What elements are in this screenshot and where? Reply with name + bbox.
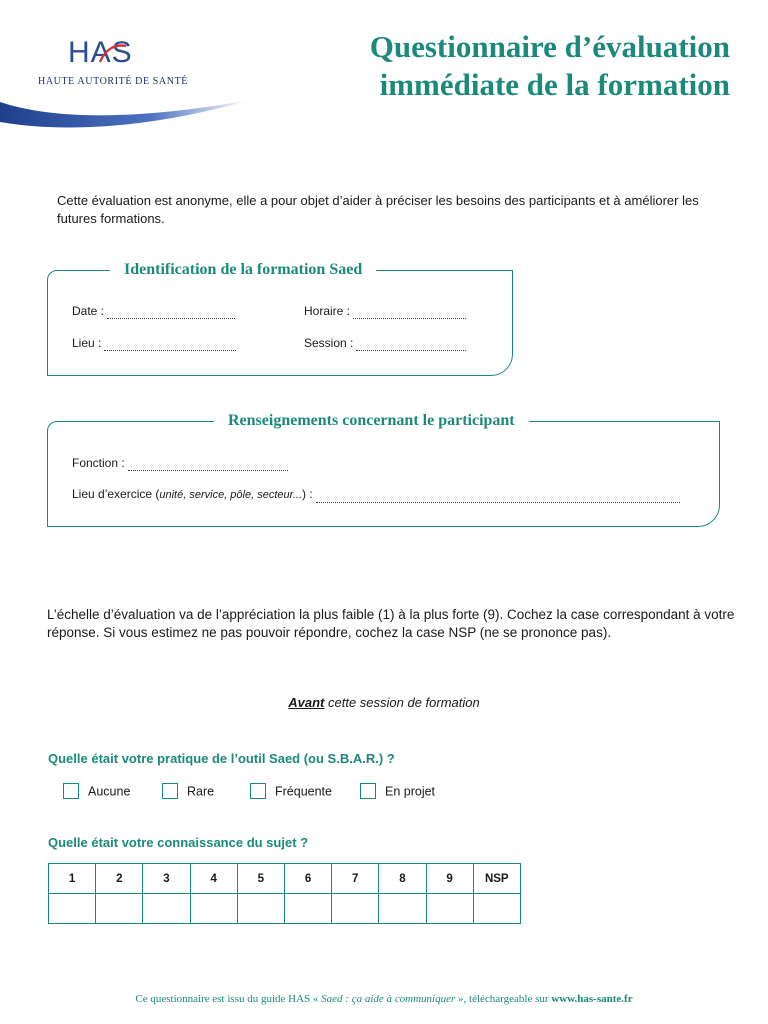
scale-header-cell: 4 bbox=[190, 864, 237, 894]
footer-note bbox=[0, 993, 768, 1005]
lieu-exercice-field[interactable] bbox=[72, 486, 680, 503]
session-label: Session : bbox=[304, 336, 354, 350]
scale-header-cell: 9 bbox=[426, 864, 473, 894]
section-heading bbox=[0, 695, 768, 710]
section-heading-emphasis: Avant bbox=[288, 695, 325, 710]
scale-header-cell: 6 bbox=[284, 864, 331, 894]
logo-mark: HAS bbox=[68, 36, 133, 69]
scale-header-cell: 2 bbox=[96, 864, 143, 894]
date-blank[interactable] bbox=[107, 306, 235, 319]
checkbox-frequente[interactable] bbox=[250, 783, 266, 799]
option-en-projet-label: En projet bbox=[385, 784, 436, 799]
date-field[interactable] bbox=[72, 303, 235, 319]
document-title bbox=[290, 28, 730, 104]
session-blank[interactable] bbox=[356, 338, 466, 351]
identification-title: Identification de la formation Saed bbox=[110, 260, 376, 280]
logo-accent-icon bbox=[96, 40, 130, 66]
participant-section bbox=[47, 412, 720, 527]
identification-section bbox=[47, 261, 513, 376]
intro-text: Cette évaluation est anonyme, elle a pour objet d’aider à préciser les besoins des participants et à améliorer les futures formations. bbox=[57, 193, 699, 226]
lieu-label: Lieu : bbox=[72, 336, 102, 350]
scale-header-cell: 5 bbox=[237, 864, 284, 894]
scale-answer-cell-4[interactable] bbox=[190, 894, 237, 924]
header-swoosh-icon bbox=[0, 92, 260, 134]
scale-answer-cell-2[interactable] bbox=[96, 894, 143, 924]
fonction-label: Fonction : bbox=[72, 456, 125, 470]
scale-header-cell: 3 bbox=[143, 864, 190, 894]
scale-answer-cell-6[interactable] bbox=[284, 894, 331, 924]
footer-site-link[interactable]: www.has-sante.fr bbox=[551, 993, 633, 1005]
scale-header-cell: NSP bbox=[473, 864, 520, 894]
scale-answer-cell-5[interactable] bbox=[237, 894, 284, 924]
scale-instructions: L’échelle d’évaluation va de l’appréciation la plus faible (1) à la plus forte (9). Cochez la case correspondant à votre réponse. Si vous estimez ne pas pouvoir répondre, cochez la case NSP (ne se prononce pas). bbox=[47, 607, 735, 640]
horaire-field[interactable] bbox=[304, 303, 466, 319]
scale-answer-cell-8[interactable] bbox=[379, 894, 426, 924]
fonction-blank[interactable] bbox=[128, 458, 288, 471]
checkbox-aucune[interactable] bbox=[63, 783, 79, 799]
lieu-exercice-blank[interactable] bbox=[316, 490, 680, 503]
lieu-exercice-suffix: ) : bbox=[302, 487, 313, 501]
scale-answer-cell-7[interactable] bbox=[332, 894, 379, 924]
lieu-exercice-label: Lieu d’exercice ( bbox=[72, 487, 160, 501]
option-aucune-label: Aucune bbox=[88, 784, 131, 799]
option-en-projet[interactable] bbox=[360, 784, 435, 800]
horaire-label: Horaire : bbox=[304, 304, 351, 318]
checkbox-en-projet[interactable] bbox=[360, 783, 376, 799]
date-label: Date : bbox=[72, 304, 105, 318]
scale-answer-cell-1[interactable] bbox=[49, 894, 96, 924]
option-rare-label: Rare bbox=[187, 784, 215, 799]
scale-header-cell: 1 bbox=[49, 864, 96, 894]
lieu-exercice-hint: unité, service, pôle, secteur... bbox=[159, 489, 303, 501]
rating-scale-header-row bbox=[49, 864, 521, 894]
participant-title: Renseignements concernant le participant bbox=[214, 411, 529, 431]
scale-answer-cell-nsp[interactable] bbox=[473, 894, 520, 924]
title-line-2: immédiate de la formation bbox=[379, 67, 730, 102]
lieu-blank[interactable] bbox=[104, 338, 236, 351]
footer-guide-title: Saed : ça aide à communiquer bbox=[321, 993, 456, 1005]
question-2: Quelle était votre connaissance du sujet ? bbox=[48, 835, 309, 850]
question-1: Quelle était votre pratique de l’outil Saed (ou S.B.A.R.) ? bbox=[48, 751, 395, 766]
footer-prefix: Ce questionnaire est issu du guide HAS « bbox=[135, 993, 322, 1005]
checkbox-rare[interactable] bbox=[162, 783, 178, 799]
scale-answer-cell-3[interactable] bbox=[143, 894, 190, 924]
title-line-1: Questionnaire d’évaluation bbox=[369, 29, 730, 64]
option-frequente[interactable] bbox=[250, 784, 332, 800]
horaire-blank[interactable] bbox=[353, 306, 466, 319]
scale-header-cell: 7 bbox=[332, 864, 379, 894]
option-rare[interactable] bbox=[162, 784, 214, 800]
section-heading-rest: cette session de formation bbox=[324, 695, 480, 710]
lieu-field[interactable] bbox=[72, 335, 236, 351]
option-aucune[interactable] bbox=[63, 784, 130, 800]
scale-header-cell: 8 bbox=[379, 864, 426, 894]
footer-middle: », téléchargeable sur bbox=[455, 993, 552, 1005]
rating-scale-answer-row bbox=[49, 894, 521, 924]
scale-answer-cell-9[interactable] bbox=[426, 894, 473, 924]
option-frequente-label: Fréquente bbox=[275, 784, 332, 799]
has-logo bbox=[38, 38, 188, 87]
fonction-field[interactable] bbox=[72, 455, 288, 471]
session-field[interactable] bbox=[304, 335, 466, 351]
rating-scale-table bbox=[48, 863, 521, 924]
logo-subtitle: HAUTE AUTORITÉ DE SANTÉ bbox=[38, 76, 188, 87]
